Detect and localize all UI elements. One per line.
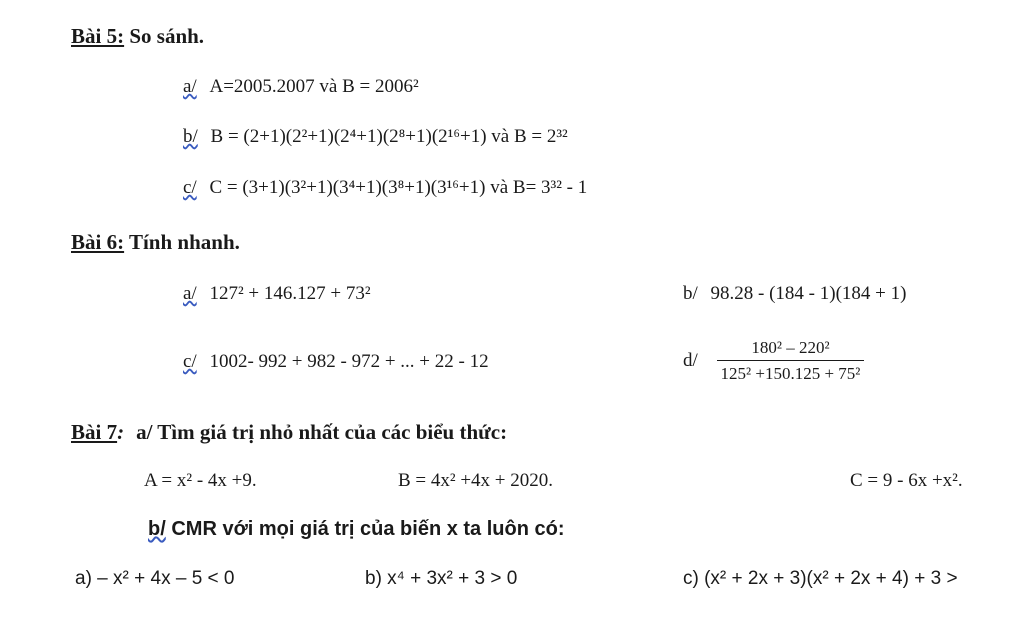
bai6-number: Bài 6:	[71, 230, 125, 254]
bai6-item-b	[683, 283, 906, 305]
bai5-title: So sánh.	[129, 24, 205, 48]
bai5-heading	[71, 24, 204, 49]
bai7-expr-a: A = x² - 4x +9.	[144, 470, 257, 491]
item-expr: 98.28 - (184 - 1)(184 + 1)	[710, 283, 907, 304]
bai7-ineq-b: b) x⁴ + 3x² + 3 > 0	[365, 568, 518, 589]
bai7-ineq-a: a) – x² + 4x – 5 < 0	[75, 568, 235, 589]
item-label: c/	[183, 351, 197, 372]
bai7-ineq-c: c) (x² + 2x + 3)(x² + 2x + 4) + 3 >	[683, 568, 958, 589]
item-label: d/	[683, 350, 698, 371]
part-b-title: CMR với mọi giá trị của biến x ta luôn có:	[171, 518, 565, 540]
part-b-label: b/	[148, 518, 166, 540]
fraction-numerator: 180² – 220²	[717, 338, 865, 361]
item-expr: B = (2+1)(2²+1)(2⁴+1)(2⁸+1)(2¹⁶+1) và B = 2³²	[210, 126, 568, 147]
bai6-item-d	[683, 338, 864, 384]
bai6-heading	[71, 230, 240, 255]
item-expr: 1002- 992 + 982 - 972 + ... + 22 - 12	[209, 351, 489, 372]
fraction-denominator: 125² +150.125 + 75²	[720, 364, 861, 383]
item-label: b/	[683, 283, 698, 304]
bai7-expr-c: C = 9 - 6x +x².	[850, 470, 963, 491]
bai5-item-b	[183, 126, 568, 148]
bai6-item-a	[183, 283, 371, 305]
item-expr: C = (3+1)(3²+1)(3⁴+1)(3⁸+1)(3¹⁶+1) và B= 3³² - 1	[209, 177, 588, 198]
bai7-expr-b: B = 4x² +4x + 2020.	[398, 470, 554, 491]
bai7-part-a-title: a/ Tìm giá trị nhỏ nhất của các biểu thức:	[136, 420, 508, 444]
item-label: a/	[183, 76, 197, 97]
item-label: c/	[183, 177, 197, 198]
item-expr: A=2005.2007 và B = 2006²	[209, 76, 419, 97]
item-label: b/	[183, 126, 198, 147]
item-expr: 127² + 146.127 + 73²	[209, 283, 371, 304]
fraction	[717, 338, 865, 384]
bai5-number: Bài 5:	[71, 24, 125, 48]
bai6-item-c	[183, 351, 489, 373]
bai6-title: Tính nhanh.	[128, 230, 240, 254]
bai7-heading	[71, 420, 507, 445]
bai7-part-b	[148, 518, 565, 541]
bai5-item-c	[183, 177, 587, 199]
bai7-colon: :	[117, 420, 125, 444]
bai5-item-a	[183, 76, 419, 98]
item-label: a/	[183, 283, 197, 304]
bai7-number: Bài 7	[71, 420, 118, 444]
